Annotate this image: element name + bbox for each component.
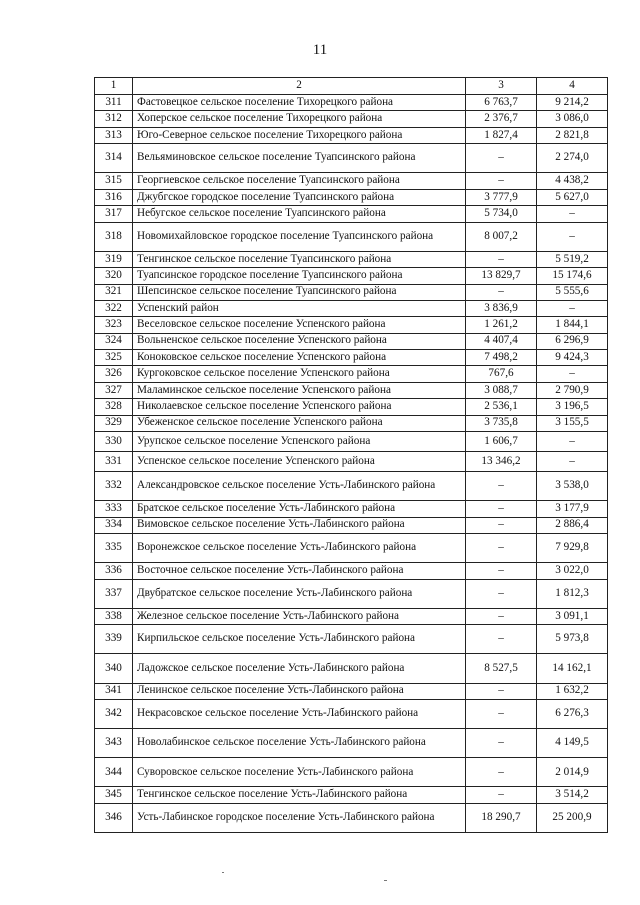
table-row — [95, 95, 608, 111]
table-row — [95, 729, 608, 758]
table-row — [95, 415, 608, 431]
value-col-3: 1 261,2 — [466, 317, 537, 333]
row-number: 342 — [95, 699, 133, 728]
scan-speck — [384, 880, 387, 881]
table-row — [95, 399, 608, 415]
value-col-4: 5 973,8 — [537, 625, 608, 654]
row-number: 326 — [95, 366, 133, 382]
value-col-3: 5 734,0 — [466, 206, 537, 222]
header-col-1: 1 — [95, 78, 133, 95]
row-number: 341 — [95, 683, 133, 699]
value-col-3: 767,6 — [466, 366, 537, 382]
value-col-3: 13 346,2 — [466, 452, 537, 472]
row-number: 344 — [95, 758, 133, 787]
value-col-4: 1 844,1 — [537, 317, 608, 333]
row-number: 313 — [95, 127, 133, 143]
table-row — [95, 787, 608, 803]
settlement-name: Вольненское сельское поселение Успенского района — [133, 333, 466, 349]
value-col-4: 3 022,0 — [537, 563, 608, 579]
table-row — [95, 300, 608, 316]
settlement-name: Кургоковское сельское поселение Успенского района — [133, 366, 466, 382]
row-number: 339 — [95, 625, 133, 654]
table-row — [95, 173, 608, 189]
value-col-4: 5 555,6 — [537, 284, 608, 300]
settlement-name: Ленинское сельское поселение Усть-Лабинского района — [133, 683, 466, 699]
settlement-name: Некрасовское сельское поселение Усть-Лабинского района — [133, 699, 466, 728]
row-number: 335 — [95, 533, 133, 562]
settlement-name: Братское сельское поселение Усть-Лабинского района — [133, 501, 466, 517]
table-row — [95, 472, 608, 501]
settlement-name: Георгиевское сельское поселение Туапсинского района — [133, 173, 466, 189]
row-number: 330 — [95, 432, 133, 452]
settlement-name: Усть-Лабинское городское поселение Усть-Лабинского района — [133, 803, 466, 832]
row-number: 337 — [95, 579, 133, 608]
value-col-3: – — [466, 758, 537, 787]
table-row — [95, 333, 608, 349]
value-col-3: – — [466, 251, 537, 267]
row-number: 311 — [95, 95, 133, 111]
settlement-name: Восточное сельское поселение Усть-Лабинского района — [133, 563, 466, 579]
value-col-3: 1 827,4 — [466, 127, 537, 143]
row-number: 346 — [95, 803, 133, 832]
value-col-3: – — [466, 608, 537, 624]
table-row — [95, 432, 608, 452]
value-col-3: – — [466, 501, 537, 517]
settlement-name: Суворовское сельское поселение Усть-Лабинского района — [133, 758, 466, 787]
settlement-name: Маламинское сельское поселение Успенского района — [133, 382, 466, 398]
value-col-3: 2 536,1 — [466, 399, 537, 415]
row-number: 334 — [95, 517, 133, 533]
value-col-4: 4 438,2 — [537, 173, 608, 189]
value-col-4: 3 091,1 — [537, 608, 608, 624]
table-row — [95, 452, 608, 472]
value-col-3: 7 498,2 — [466, 350, 537, 366]
value-col-3: – — [466, 729, 537, 758]
row-number: 319 — [95, 251, 133, 267]
row-number: 320 — [95, 268, 133, 284]
value-col-4: 2 886,4 — [537, 517, 608, 533]
value-col-3: – — [466, 579, 537, 608]
table-row — [95, 501, 608, 517]
value-col-4: 3 155,5 — [537, 415, 608, 431]
value-col-4: 6 276,3 — [537, 699, 608, 728]
table-row — [95, 625, 608, 654]
value-col-4: – — [537, 452, 608, 472]
value-col-4: – — [537, 432, 608, 452]
value-col-4: 7 929,8 — [537, 533, 608, 562]
settlement-name: Небугское сельское поселение Туапсинского района — [133, 206, 466, 222]
table-row — [95, 127, 608, 143]
table-row — [95, 189, 608, 205]
page-number: 11 — [312, 42, 328, 58]
row-number: 338 — [95, 608, 133, 624]
value-col-4: 5 519,2 — [537, 251, 608, 267]
table-row — [95, 803, 608, 832]
settlement-name: Убеженское сельское поселение Успенского района — [133, 415, 466, 431]
settlement-name: Урупское сельское поселение Успенского района — [133, 432, 466, 452]
value-col-3: 13 829,7 — [466, 268, 537, 284]
row-number: 336 — [95, 563, 133, 579]
settlement-name: Воронежское сельское поселение Усть-Лабинского района — [133, 533, 466, 562]
table-header-row — [95, 78, 608, 95]
settlement-name: Кирпильское сельское поселение Усть-Лабинского района — [133, 625, 466, 654]
value-col-3: – — [466, 625, 537, 654]
table-row — [95, 654, 608, 683]
value-col-4: – — [537, 206, 608, 222]
value-col-4: – — [537, 366, 608, 382]
value-col-4: 2 014,9 — [537, 758, 608, 787]
settlement-name: Шепсинское сельское поселение Туапсинского района — [133, 284, 466, 300]
settlement-name: Коноковское сельское поселение Успенского района — [133, 350, 466, 366]
value-col-3: 3 735,8 — [466, 415, 537, 431]
settlement-name: Успенский район — [133, 300, 466, 316]
settlement-name: Александровское сельское поселение Усть-Лабинского района — [133, 472, 466, 501]
value-col-3: – — [466, 144, 537, 173]
row-number: 312 — [95, 111, 133, 127]
settlement-name: Железное сельское поселение Усть-Лабинского района — [133, 608, 466, 624]
value-col-3: 3 836,9 — [466, 300, 537, 316]
table-row — [95, 144, 608, 173]
row-number: 343 — [95, 729, 133, 758]
value-col-4: 2 821,8 — [537, 127, 608, 143]
row-number: 316 — [95, 189, 133, 205]
settlement-name: Успенское сельское поселение Успенского района — [133, 452, 466, 472]
row-number: 331 — [95, 452, 133, 472]
table-row — [95, 206, 608, 222]
settlement-name: Тенгинское сельское поселение Усть-Лабинского района — [133, 787, 466, 803]
row-number: 324 — [95, 333, 133, 349]
value-col-3: 1 606,7 — [466, 432, 537, 452]
table-body — [95, 95, 608, 833]
row-number: 323 — [95, 317, 133, 333]
settlement-name: Юго-Северное сельское поселение Тихорецкого района — [133, 127, 466, 143]
table-row — [95, 268, 608, 284]
value-col-3: – — [466, 563, 537, 579]
value-col-4: – — [537, 222, 608, 251]
table-row — [95, 758, 608, 787]
value-col-3: 6 763,7 — [466, 95, 537, 111]
value-col-4: 3 177,9 — [537, 501, 608, 517]
row-number: 340 — [95, 654, 133, 683]
value-col-4: 3 514,2 — [537, 787, 608, 803]
settlement-name: Туапсинское городское поселение Туапсинского района — [133, 268, 466, 284]
table-row — [95, 382, 608, 398]
table-row — [95, 533, 608, 562]
value-col-3: – — [466, 517, 537, 533]
value-col-3: 8 007,2 — [466, 222, 537, 251]
table-row — [95, 350, 608, 366]
table-row — [95, 222, 608, 251]
settlement-name: Веселовское сельское поселение Успенского района — [133, 317, 466, 333]
table-row — [95, 251, 608, 267]
settlement-name: Фастовецкое сельское поселение Тихорецкого района — [133, 95, 466, 111]
value-col-3: 18 290,7 — [466, 803, 537, 832]
value-col-4: 25 200,9 — [537, 803, 608, 832]
row-number: 315 — [95, 173, 133, 189]
table-row — [95, 111, 608, 127]
header-col-4: 4 — [537, 78, 608, 95]
header-col-2: 2 — [133, 78, 466, 95]
table-row — [95, 579, 608, 608]
value-col-4: 14 162,1 — [537, 654, 608, 683]
settlement-name: Новомихайловское городское поселение Туапсинского района — [133, 222, 466, 251]
value-col-3: 8 527,5 — [466, 654, 537, 683]
table-row — [95, 317, 608, 333]
scan-speck — [222, 872, 224, 873]
value-col-4: 3 196,5 — [537, 399, 608, 415]
row-number: 333 — [95, 501, 133, 517]
row-number: 314 — [95, 144, 133, 173]
value-col-4: 5 627,0 — [537, 189, 608, 205]
row-number: 317 — [95, 206, 133, 222]
value-col-3: 3 777,9 — [466, 189, 537, 205]
value-col-4: – — [537, 300, 608, 316]
value-col-4: 2 274,0 — [537, 144, 608, 173]
row-number: 322 — [95, 300, 133, 316]
table-row — [95, 563, 608, 579]
value-col-3: – — [466, 173, 537, 189]
row-number: 332 — [95, 472, 133, 501]
row-number: 328 — [95, 399, 133, 415]
value-col-3: – — [466, 533, 537, 562]
value-col-4: 6 296,9 — [537, 333, 608, 349]
row-number: 318 — [95, 222, 133, 251]
settlement-name: Джубгское городское поселение Туапсинского района — [133, 189, 466, 205]
value-col-3: 3 088,7 — [466, 382, 537, 398]
value-col-3: 2 376,7 — [466, 111, 537, 127]
value-col-4: 2 790,9 — [537, 382, 608, 398]
value-col-4: 9 424,3 — [537, 350, 608, 366]
value-col-4: 4 149,5 — [537, 729, 608, 758]
table-row — [95, 366, 608, 382]
settlement-name: Вельяминовское сельское поселение Туапсинского района — [133, 144, 466, 173]
value-col-4: 15 174,6 — [537, 268, 608, 284]
settlement-name: Ладожское сельское поселение Усть-Лабинского района — [133, 654, 466, 683]
header-col-3: 3 — [466, 78, 537, 95]
settlement-name: Новолабинское сельское поселение Усть-Лабинского района — [133, 729, 466, 758]
value-col-3: – — [466, 787, 537, 803]
value-col-4: 3 086,0 — [537, 111, 608, 127]
value-col-3: – — [466, 472, 537, 501]
row-number: 325 — [95, 350, 133, 366]
settlements-budget-table — [94, 77, 608, 833]
value-col-3: – — [466, 683, 537, 699]
table-row — [95, 683, 608, 699]
settlement-name: Хоперское сельское поселение Тихорецкого района — [133, 111, 466, 127]
table-row — [95, 608, 608, 624]
value-col-3: – — [466, 284, 537, 300]
settlement-name: Двубратское сельское поселение Усть-Лабинского района — [133, 579, 466, 608]
row-number: 329 — [95, 415, 133, 431]
value-col-4: 1 632,2 — [537, 683, 608, 699]
row-number: 327 — [95, 382, 133, 398]
value-col-4: 1 812,3 — [537, 579, 608, 608]
row-number: 321 — [95, 284, 133, 300]
settlement-name: Николаевское сельское поселение Успенского района — [133, 399, 466, 415]
value-col-4: 3 538,0 — [537, 472, 608, 501]
value-col-4: 9 214,2 — [537, 95, 608, 111]
table-row — [95, 284, 608, 300]
settlement-name: Тенгинское сельское поселение Туапсинского района — [133, 251, 466, 267]
value-col-3: – — [466, 699, 537, 728]
row-number: 345 — [95, 787, 133, 803]
settlement-name: Вимовское сельское поселение Усть-Лабинского района — [133, 517, 466, 533]
table-row — [95, 699, 608, 728]
value-col-3: 4 407,4 — [466, 333, 537, 349]
table-row — [95, 517, 608, 533]
